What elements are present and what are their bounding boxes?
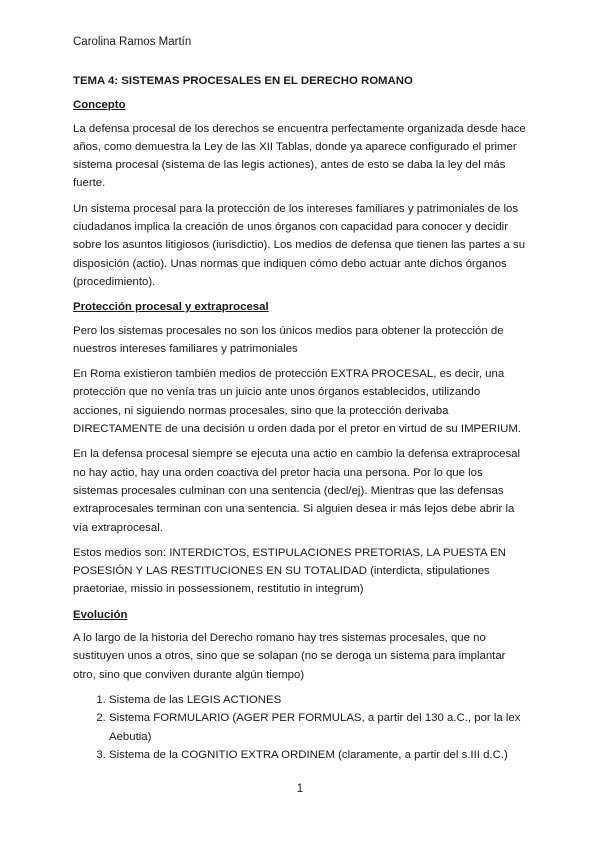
list-item: 3. Sistema de la COGNITIO EXTRA ORDINEM (claramente, a partir del s.III d.C.) [109, 746, 528, 764]
paragraph: Pero los sistemas procesales no son los únicos medios para obtener la protección de nuestros intereses familiares y patrimoniales [73, 324, 504, 355]
paragraph: Estos medios son: INTERDICTOS, ESTIPULACIONES PRETORIAS, LA PUESTA EN POSESIÓN Y LAS RESTITUCIONES EN SU TOTALIDAD (interdicta, stipulationes praetoriae, missio in possessionem, restitutio in integrum) [73, 546, 506, 596]
document-title: TEMA 4: SISTEMAS PROCESALES EN EL DERECHO ROMANO [73, 75, 413, 87]
paragraph: Un sistema procesal para la protección de los intereses familiares y patrimoniales de los ciudadanos implica la creación de unos órganos con capacidad para conocer y decidir sobre los asuntos litigiosos (iurisdictio). Los medios de defensa que tienen las partes a su disposición (actio). Unas normas que indiquen cómo debo actuar ante dichos órganos (procedimiento). [73, 202, 526, 288]
paragraph: En Roma existieron también medios de protección EXTRA PROCESAL, es decir, una protección que no venía tras un juicio ante unos órganos establecidos, utilizando acciones, ni siguiendo normas procesales, sino que la protección derivaba DIRECTAMENTE de una decisión u orden dada por el pretor en virtud de su IMPERIUM. [73, 368, 522, 436]
paragraph: En la defensa procesal siempre se ejecuta una actio en cambio la defensa extraprocesal no hay actio, hay una orden coactiva del pretor hacia una persona. Por lo que los sistemas procesales culminan con una sentencia (decl/ej). Mientras que las defensas extraprocesales terminan con una sentencia. Si alguien desea ir más lejos debe abrir la vía extraprocesal. [73, 448, 521, 534]
paragraph: La defensa procesal de los derechos se encuentra perfectamente organizada desde hace años, como demuestra la Ley de las XII Tablas, donde ya aparece configurado el primer sistema procesal (sistema de las legis actiones), antes de esto se daba la ley del más fuerte. [73, 122, 526, 190]
section-heading-concepto: Concepto [73, 99, 126, 112]
paragraph: A lo largo de la historia del Derecho romano hay tres sistemas procesales, que no sustituyen unos a otros, sino que se solapan (no se deroga un sistema para implantar otro, sino que conviven durante algún tiempo) [73, 632, 506, 681]
page-header-author: Carolina Ramos Martín [73, 36, 192, 48]
section-heading-evolucion: Evolución [73, 608, 128, 621]
page-number: 1 [296, 783, 304, 795]
document-body [73, 72, 528, 764]
list-item: 1. Sistema de las LEGIS ACTIONES [109, 691, 528, 709]
procedural-systems-list [73, 691, 528, 764]
list-item: 2. Sistema FORMULARIO (AGER PER FORMULAS, a partir del 130 a.C., por la lex Aebutia) [109, 709, 528, 746]
section-heading-proteccion: Protección procesal y extraprocesal [73, 301, 269, 314]
